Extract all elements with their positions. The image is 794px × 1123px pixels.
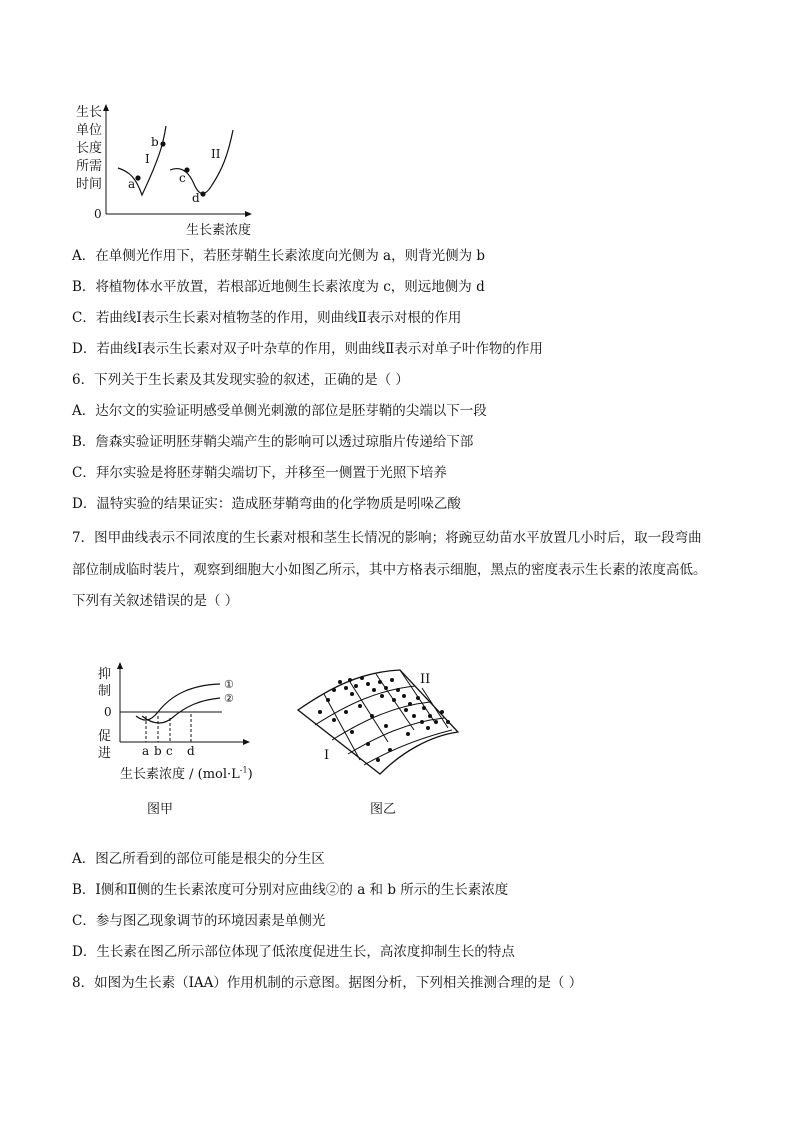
fig1-origin: 0	[94, 207, 102, 221]
tick-b: b	[154, 744, 162, 758]
label-curve-1: ①	[224, 678, 234, 691]
label-curve-I: I	[145, 152, 150, 166]
jia-ylabel-bottom: 进	[98, 746, 112, 761]
yi-label-I: I	[324, 748, 330, 763]
tick-d: d	[187, 744, 195, 758]
fig1-ylabel-line: 时间	[75, 177, 102, 192]
fig1-ylabel-line: 长度	[75, 141, 102, 156]
fig1-ylabel-line: 生长	[75, 105, 102, 120]
q6-option-b: B．詹森实验证明胚芽鞘尖端产生的影响可以透过琼脂片传递给下部	[72, 434, 474, 450]
point-a	[135, 175, 140, 180]
label-a: a	[128, 177, 136, 191]
jia-xlabel-sup: -1	[239, 765, 248, 775]
fig1-xlabel: 生长素浓度	[186, 223, 252, 238]
figure-jia	[92, 660, 282, 820]
q7-option-d: D．生长素在图乙所示部位体现了低浓度促进生长，高浓度抑制生长的特点	[72, 944, 515, 960]
label-curve-2: ②	[224, 692, 234, 705]
q5-option-b: B．将植物体水平放置，若根部近地侧生长素浓度为 c，则远地侧为 d	[72, 279, 485, 295]
tick-a: a	[142, 744, 150, 758]
figure-yi	[290, 660, 480, 820]
q6-option-c: C．拜尔实验是将胚芽鞘尖端切下，并移至一侧置于光照下培养	[72, 465, 447, 481]
q6-stem: 6．下列关于生长素及其发现实验的叙述，正确的是（ ）	[72, 372, 409, 388]
q7-stem-line: 下列有关叙述错误的是（ ）	[72, 593, 239, 609]
q6-option-d: D．温特实验的结果证实：造成胚芽鞘弯曲的化学物质是吲哚乙酸	[72, 496, 461, 512]
yi-cell-grid	[290, 660, 480, 780]
q7-stem-line: 部位制成临时装片，观察到细胞大小如图乙所示，其中方格表示细胞，黑点的密度表示生长素的浓度高低。	[72, 562, 707, 578]
jia-xlabel-end: )	[247, 767, 253, 782]
jia-xlabel-text: 生长素浓度 / (mol·L	[120, 767, 240, 782]
q5-option-d: D．若曲线Ⅰ表示生长素对双子叶杂草的作用，则曲线Ⅱ表示对单子叶作物的作用	[72, 341, 543, 357]
q7-stem-line: 7．图甲曲线表示不同浓度的生长素对根和茎生长情况的影响；将豌豆幼苗水平放置几小时后，取一段弯曲	[72, 530, 702, 546]
jia-ylabel-top: 制	[98, 684, 112, 699]
q7-option-a: A．图乙所看到的部位可能是根尖的分生区	[72, 851, 325, 867]
q8-stem: 8．如图为生长素（IAA）作用机制的示意图。据图分析，下列相关推测合理的是（ ）	[72, 975, 583, 991]
point-d	[200, 191, 205, 196]
jia-ylabel-top: 抑	[98, 667, 112, 682]
q5-option-a: A．在单侧光作用下，若胚芽鞘生长素浓度向光侧为 a，则背光侧为 b	[72, 248, 486, 264]
yi-label-II: II	[420, 672, 431, 687]
fig1-ylabel-line: 所需	[75, 159, 102, 174]
q7-option-c: C．参与图乙现象调节的环境因素是单侧光	[72, 913, 326, 929]
jia-plot	[92, 660, 282, 770]
yi-caption: 图乙	[370, 802, 397, 817]
label-b: b	[151, 135, 159, 149]
curve-I	[118, 126, 166, 195]
q7-option-b: B．Ⅰ侧和Ⅱ侧的生长素浓度可分别对应曲线②的 a 和 b 所示的生长素浓度	[72, 882, 509, 898]
jia-caption: 图甲	[147, 802, 174, 817]
jia-zero: 0	[104, 705, 112, 719]
jia-ylabel-bottom: 促	[98, 729, 112, 744]
tick-c: c	[166, 744, 173, 758]
label-c: c	[179, 171, 186, 185]
label-d: d	[192, 191, 200, 205]
fig1-ylabel-line: 单位	[75, 123, 102, 138]
jia-xlabel	[120, 763, 253, 782]
q5-option-c: C．若曲线Ⅰ表示生长素对植物茎的作用，则曲线Ⅱ表示对根的作用	[72, 310, 462, 326]
curve-2	[142, 698, 220, 723]
point-b	[160, 141, 165, 146]
figure-growth-curves	[70, 100, 270, 240]
curve-1	[136, 684, 220, 720]
label-curve-II: II	[211, 147, 221, 161]
q6-option-a: A．达尔文的实验证明感受单侧光刺激的部位是胚芽鞘的尖端以下一段	[72, 403, 487, 419]
